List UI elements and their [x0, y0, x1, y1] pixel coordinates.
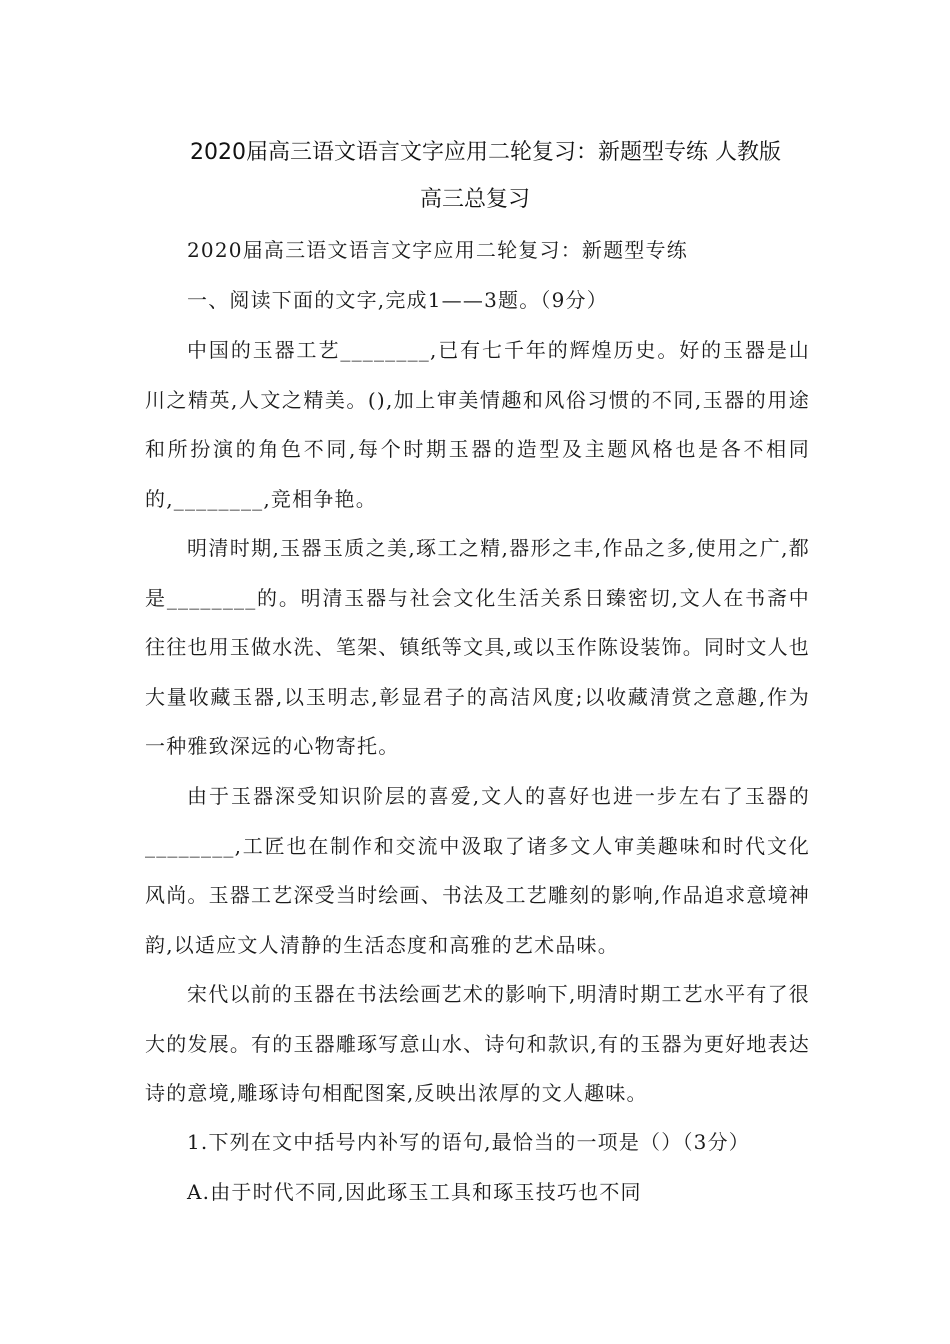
option-a: A.由于时代不同,因此琢玉工具和琢玉技巧也不同: [187, 1180, 642, 1204]
paragraph-2: 明清时期,玉器玉质之美,琢工之精,器形之丰,作品之多,使用之广,都是________的。明清玉器与社会文化生活关系日臻密切,文人在书斋中往往也用玉做水洗、笔架、镇纸等文具,或以玉作陈设装饰。同时文人也大量收藏玉器,以玉明志,彰显君子的高洁风度;以收藏清赏之意趣,作为一种雅致深远的心物寄托。: [145, 536, 810, 758]
document-subtitle: 2020届高三语文语言文字应用二轮复习：新题型专练: [187, 238, 688, 262]
question-1: 1.下列在文中括号内补写的语句,最恰当的一项是（）（3分）: [187, 1130, 750, 1154]
paragraph-1: 中国的玉器工艺________,已有七千年的辉煌历史。好的玉器是山川之精英,人文之精美。(),加上审美情趣和风俗习惯的不同,玉器的用途和所扮演的角色不同,每个时期玉器的造型及主题风格也是各不相同的,________,竞相争艳。: [145, 338, 810, 511]
document-title-line-1: 2020届高三语文语言文字应用二轮复习：新题型专练 人教版: [190, 140, 781, 165]
paragraph-3: 由于玉器深受知识阶层的喜爱,文人的喜好也进一步左右了玉器的________,工匠也在制作和交流中汲取了诸多文人审美趣味和时代文化风尚。玉器工艺深受当时绘画、书法及工艺雕刻的影响,作品追求意境神韵,以适应文人清静的生活态度和高雅的艺术品味。: [145, 784, 810, 957]
paragraph-4: 宋代以前的玉器在书法绘画艺术的影响下,明清时期工艺水平有了很大的发展。有的玉器雕琢写意山水、诗句和款识,有的玉器为更好地表达诗的意境,雕琢诗句相配图案,反映出浓厚的文人趣味。: [145, 982, 810, 1105]
document-title-line-2: 高三总复习: [419, 187, 530, 212]
section-heading: 一、阅读下面的文字,完成1——3题。（9分）: [187, 288, 608, 312]
